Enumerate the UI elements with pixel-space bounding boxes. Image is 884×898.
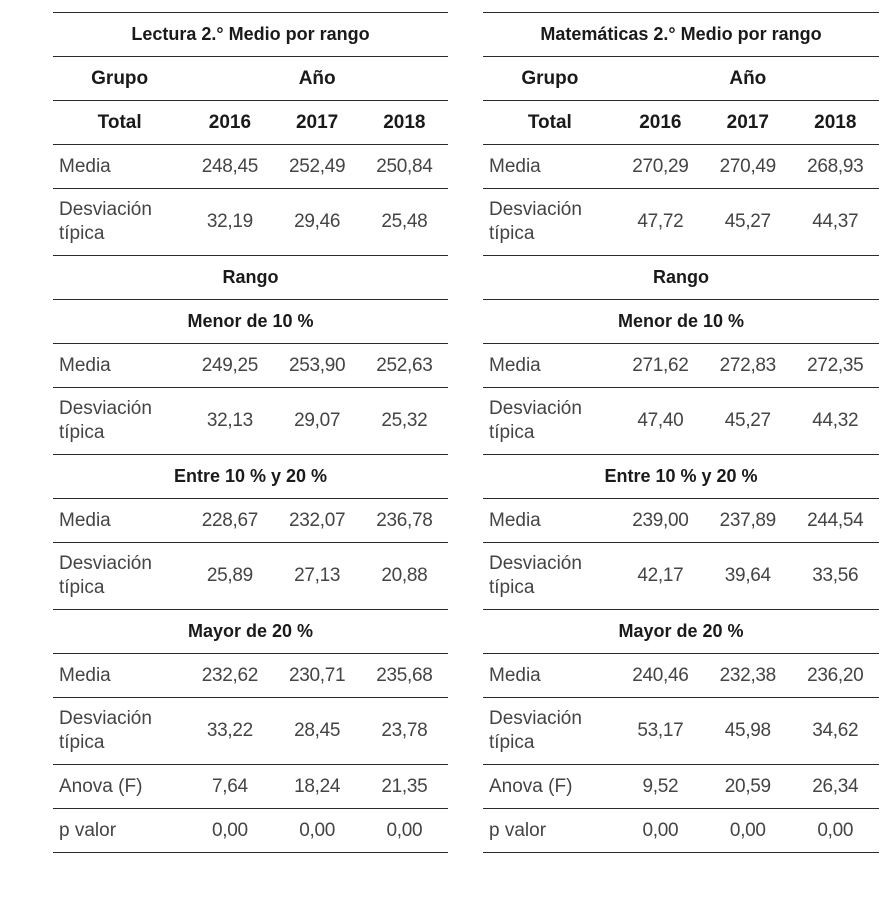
- grupo-header: Grupo: [53, 57, 186, 101]
- table-row: [53, 388, 448, 455]
- anio-header: Año: [617, 57, 879, 101]
- cell-value: 228,67: [186, 499, 273, 543]
- cell-value: 20,59: [704, 765, 791, 809]
- cell-value: 33,56: [792, 543, 879, 610]
- year-header: 2017: [274, 101, 361, 145]
- cell-value: 252,63: [361, 344, 448, 388]
- cell-value: 239,00: [617, 499, 704, 543]
- table-row: [483, 344, 879, 388]
- row-label: Media: [483, 654, 617, 698]
- cell-value: 21,35: [361, 765, 448, 809]
- anio-header: Año: [186, 57, 448, 101]
- rango-header: Rango: [53, 256, 448, 300]
- table-row: [53, 145, 448, 189]
- cell-value: 232,38: [704, 654, 791, 698]
- cell-value: 232,62: [186, 654, 273, 698]
- row-label: Media: [53, 145, 186, 189]
- rango-header: Rango: [483, 256, 879, 300]
- cell-value: 253,90: [274, 344, 361, 388]
- cell-value: 45,98: [704, 698, 791, 765]
- cell-value: 0,00: [617, 809, 704, 853]
- row-label-line1: Desviación: [489, 553, 582, 574]
- table-row: [483, 698, 879, 765]
- table-row: [53, 499, 448, 543]
- row-label: Media: [53, 654, 186, 698]
- row-label-line2: típica: [59, 223, 105, 244]
- year-header: 2018: [792, 101, 879, 145]
- cell-value: 235,68: [361, 654, 448, 698]
- table-row: [53, 543, 448, 610]
- row-label: Anova (F): [53, 765, 186, 809]
- row-label: [53, 543, 186, 610]
- cell-value: 272,35: [792, 344, 879, 388]
- table-row: [53, 765, 448, 809]
- cell-value: 34,62: [792, 698, 879, 765]
- cell-value: 39,64: [704, 543, 791, 610]
- table-title-row: [483, 13, 879, 57]
- table-row: [483, 809, 879, 853]
- table-row: [53, 698, 448, 765]
- cell-value: 25,89: [186, 543, 273, 610]
- table-row: [53, 189, 448, 256]
- cell-value: 268,93: [792, 145, 879, 189]
- cell-value: 20,88: [361, 543, 448, 610]
- cell-value: 7,64: [186, 765, 273, 809]
- table-title: Lectura 2.° Medio por rango: [53, 13, 448, 57]
- table-row: [483, 765, 879, 809]
- matematicas-table: [483, 12, 879, 853]
- cell-value: 248,45: [186, 145, 273, 189]
- cell-value: 45,27: [704, 388, 791, 455]
- year-header: 2016: [186, 101, 273, 145]
- cell-value: 42,17: [617, 543, 704, 610]
- cell-value: 237,89: [704, 499, 791, 543]
- section-row: [483, 256, 879, 300]
- row-label: p valor: [483, 809, 617, 853]
- total-header: Total: [53, 101, 186, 145]
- table-title-row: [53, 13, 448, 57]
- table-row: [483, 654, 879, 698]
- table-row: [53, 344, 448, 388]
- section-row: [53, 610, 448, 654]
- section-row: [53, 300, 448, 344]
- row-label-line1: Desviación: [489, 199, 582, 220]
- row-label: [53, 698, 186, 765]
- cell-value: 32,13: [186, 388, 273, 455]
- lectura-table: [53, 12, 448, 853]
- row-label-line2: típica: [489, 223, 535, 244]
- table-row: [483, 189, 879, 256]
- cell-value: 23,78: [361, 698, 448, 765]
- year-header: 2018: [361, 101, 448, 145]
- year-header: 2017: [704, 101, 791, 145]
- table-row: [53, 654, 448, 698]
- cell-value: 28,45: [274, 698, 361, 765]
- cell-value: 232,07: [274, 499, 361, 543]
- row-label: Media: [483, 145, 617, 189]
- row-label-line2: típica: [59, 732, 105, 753]
- group-header: Entre 10 % y 20 %: [483, 455, 879, 499]
- years-row: [483, 101, 879, 145]
- cell-value: 47,40: [617, 388, 704, 455]
- cell-value: 53,17: [617, 698, 704, 765]
- row-label-line1: Desviación: [59, 708, 152, 729]
- cell-value: 0,00: [186, 809, 273, 853]
- row-label: [53, 388, 186, 455]
- cell-value: 47,72: [617, 189, 704, 256]
- cell-value: 250,84: [361, 145, 448, 189]
- cell-value: 0,00: [274, 809, 361, 853]
- cell-value: 270,29: [617, 145, 704, 189]
- cell-value: 240,46: [617, 654, 704, 698]
- row-label: [483, 543, 617, 610]
- row-label: [483, 698, 617, 765]
- group-header: Entre 10 % y 20 %: [53, 455, 448, 499]
- row-label: Media: [483, 499, 617, 543]
- cell-value: 249,25: [186, 344, 273, 388]
- section-row: [53, 256, 448, 300]
- cell-value: 18,24: [274, 765, 361, 809]
- cell-value: 44,37: [792, 189, 879, 256]
- cell-value: 230,71: [274, 654, 361, 698]
- row-label: Anova (F): [483, 765, 617, 809]
- row-label: [483, 189, 617, 256]
- row-label-line2: típica: [489, 422, 535, 443]
- row-label-line2: típica: [489, 577, 535, 598]
- years-row: [53, 101, 448, 145]
- cell-value: 45,27: [704, 189, 791, 256]
- row-label-line1: Desviación: [489, 398, 582, 419]
- table-row: [483, 388, 879, 455]
- cell-value: 244,54: [792, 499, 879, 543]
- table-row: [53, 809, 448, 853]
- cell-value: 236,78: [361, 499, 448, 543]
- total-header: Total: [483, 101, 617, 145]
- cell-value: 29,07: [274, 388, 361, 455]
- row-label: p valor: [53, 809, 186, 853]
- cell-value: 25,48: [361, 189, 448, 256]
- section-row: [483, 300, 879, 344]
- cell-value: 33,22: [186, 698, 273, 765]
- group-header: Mayor de 20 %: [53, 610, 448, 654]
- table-row: [483, 499, 879, 543]
- header-row: [483, 57, 879, 101]
- row-label-line2: típica: [59, 422, 105, 443]
- cell-value: 272,83: [704, 344, 791, 388]
- table-row: [483, 543, 879, 610]
- cell-value: 44,32: [792, 388, 879, 455]
- cell-value: 271,62: [617, 344, 704, 388]
- cell-value: 29,46: [274, 189, 361, 256]
- group-header: Menor de 10 %: [53, 300, 448, 344]
- row-label: Media: [483, 344, 617, 388]
- section-row: [53, 455, 448, 499]
- section-row: [483, 610, 879, 654]
- header-row: [53, 57, 448, 101]
- row-label: Media: [53, 344, 186, 388]
- cell-value: 27,13: [274, 543, 361, 610]
- year-header: 2016: [617, 101, 704, 145]
- cell-value: 26,34: [792, 765, 879, 809]
- cell-value: 0,00: [792, 809, 879, 853]
- row-label-line1: Desviación: [489, 708, 582, 729]
- cell-value: 252,49: [274, 145, 361, 189]
- row-label: Media: [53, 499, 186, 543]
- row-label: [53, 189, 186, 256]
- group-header: Mayor de 20 %: [483, 610, 879, 654]
- table-row: [483, 145, 879, 189]
- grupo-header: Grupo: [483, 57, 617, 101]
- row-label-line1: Desviación: [59, 398, 152, 419]
- row-label-line2: típica: [489, 732, 535, 753]
- table-title: Matemáticas 2.° Medio por rango: [483, 13, 879, 57]
- cell-value: 32,19: [186, 189, 273, 256]
- cell-value: 270,49: [704, 145, 791, 189]
- cell-value: 25,32: [361, 388, 448, 455]
- row-label-line1: Desviación: [59, 199, 152, 220]
- cell-value: 236,20: [792, 654, 879, 698]
- row-label: [483, 388, 617, 455]
- cell-value: 9,52: [617, 765, 704, 809]
- row-label-line1: Desviación: [59, 553, 152, 574]
- section-row: [483, 455, 879, 499]
- group-header: Menor de 10 %: [483, 300, 879, 344]
- row-label-line2: típica: [59, 577, 105, 598]
- cell-value: 0,00: [361, 809, 448, 853]
- cell-value: 0,00: [704, 809, 791, 853]
